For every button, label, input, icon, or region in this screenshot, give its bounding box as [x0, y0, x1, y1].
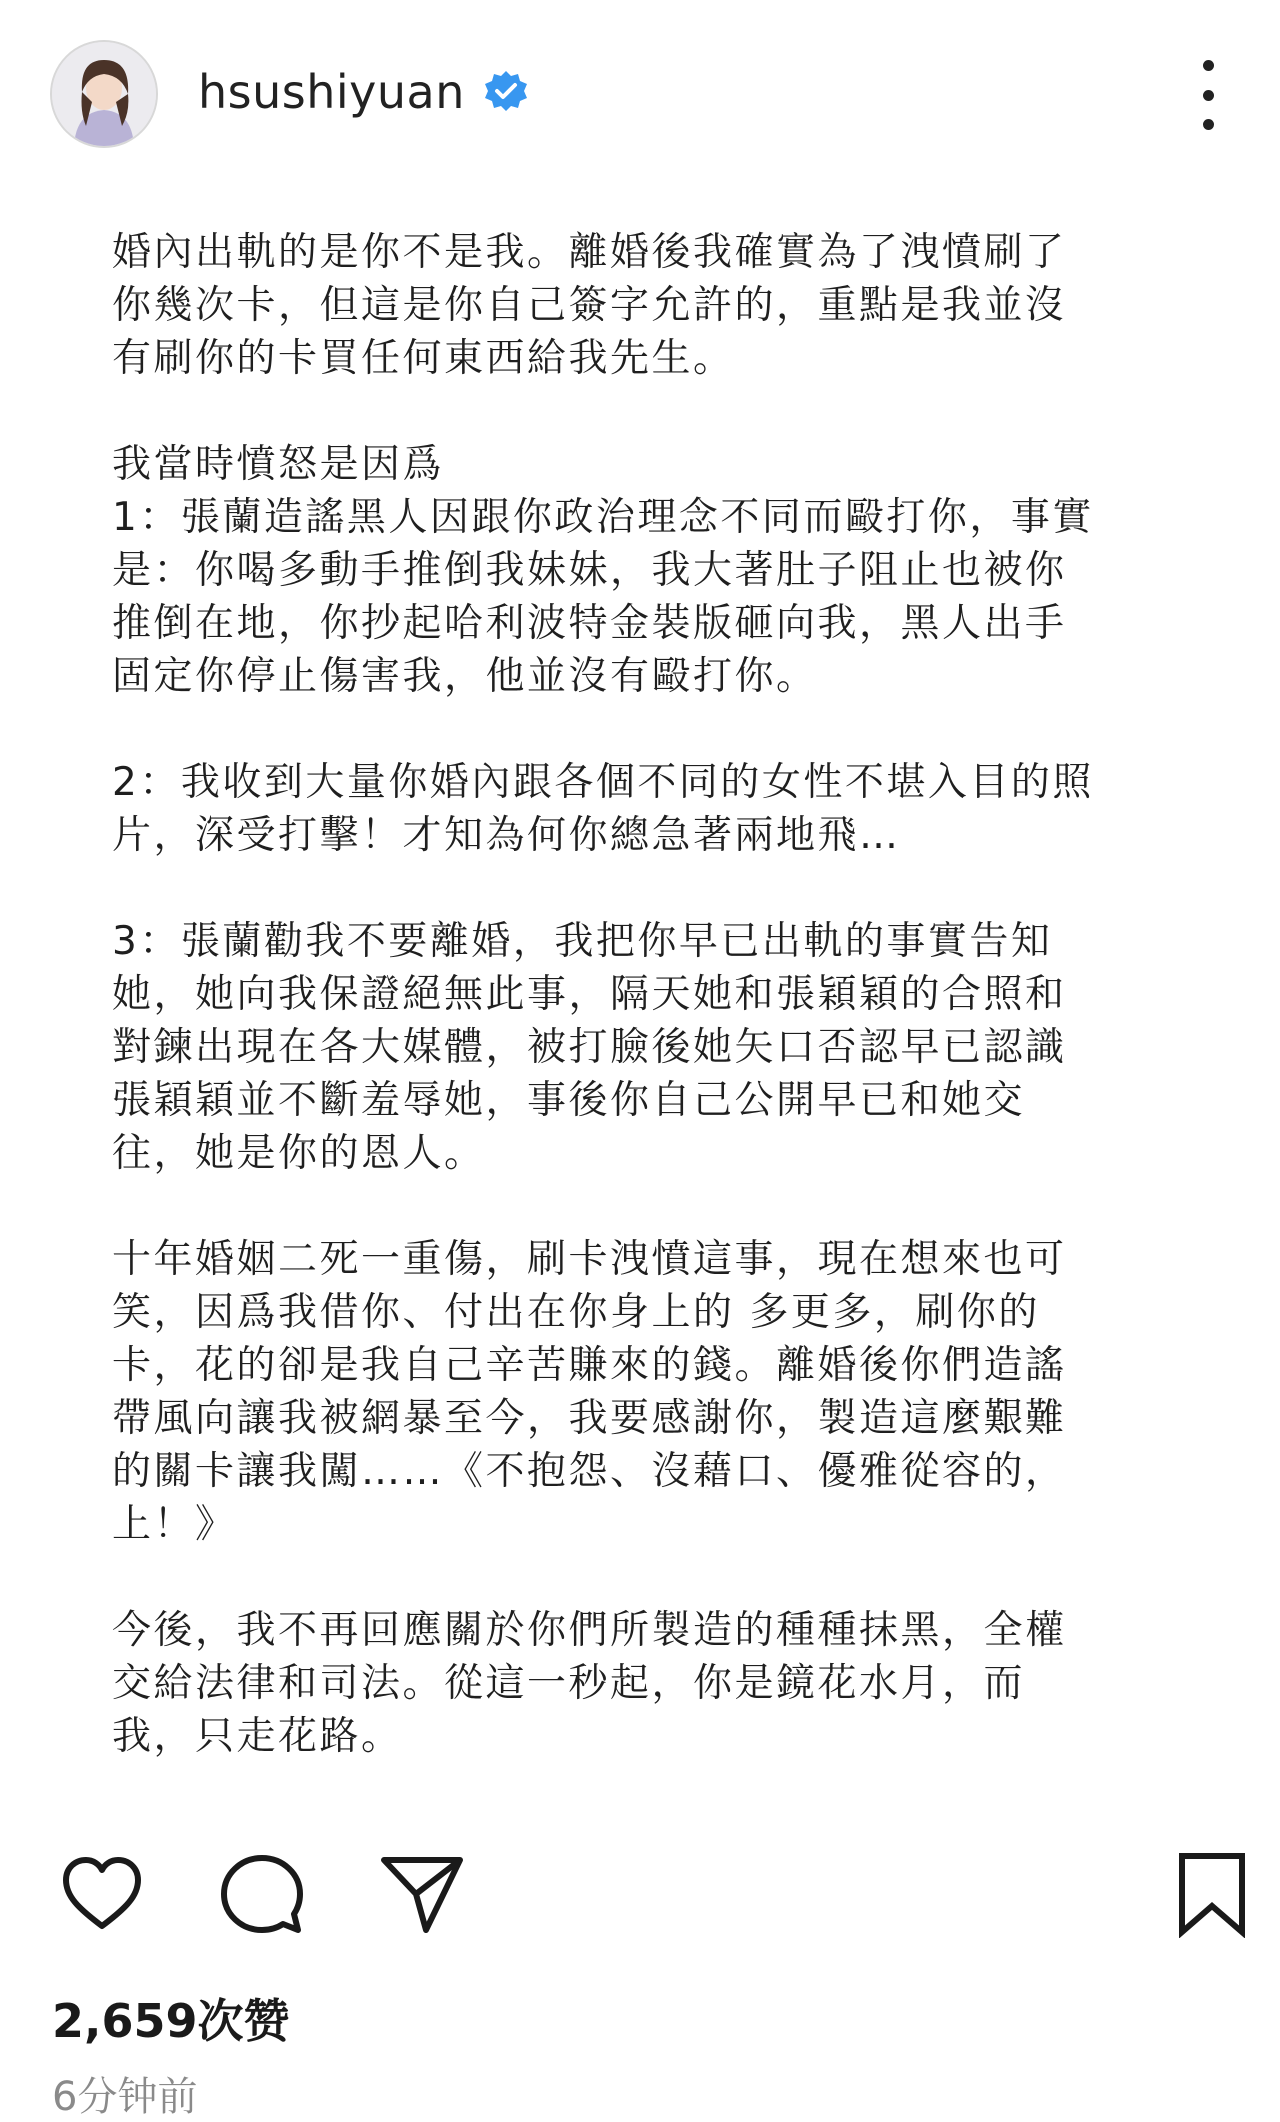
- verified-badge-icon: [483, 69, 529, 115]
- more-dot: [1203, 90, 1214, 101]
- bookmark-icon[interactable]: [1168, 1850, 1256, 1938]
- avatar[interactable]: [50, 40, 158, 148]
- like-count[interactable]: 2,659次赞: [52, 1994, 290, 2048]
- send-icon[interactable]: [378, 1850, 466, 1938]
- caption-paragraph: 2：我收到大量你婚內跟各個不同的女性不堪入目的照 片，深受打擊！才知為何你總急著兩地飛…: [112, 760, 1094, 858]
- caption-paragraph: 我當時憤怒是因爲 1：張蘭造謠黑人因跟你政治理念不同而毆打你，事實 是：你喝多動手推倒我妹妹，我大著肚子阻止也被你 推倒在地，你抄起哈利波特金裝版砸向我，黑人出手 固定你停止傷害我，他並沒有毆打你。: [112, 442, 1094, 699]
- caption-paragraph: 今後，我不再回應關於你們所製造的種種抹黑，全權 交給法律和司法。從這一秒起，你是鏡花水月，而 我，只走花路。: [112, 1608, 1067, 1759]
- heart-icon[interactable]: [58, 1850, 146, 1938]
- post-caption: [112, 226, 1192, 1763]
- username-row: [198, 62, 529, 122]
- post-timestamp: 6分钟前: [52, 2074, 198, 2120]
- comment-icon[interactable]: [218, 1850, 306, 1938]
- caption-paragraph: 婚內出軌的是你不是我。離婚後我確實為了洩憤刷了 你幾次卡，但這是你自己簽字允許的，重點是我並沒 有刷你的卡買任何東西給我先生。: [112, 230, 1067, 381]
- more-options-icon[interactable]: [1188, 60, 1228, 130]
- username[interactable]: hsushiyuan: [198, 65, 465, 119]
- post-header: [0, 0, 1280, 185]
- action-bar: [0, 1850, 1280, 1940]
- more-dot: [1203, 60, 1214, 71]
- more-dot: [1203, 119, 1214, 130]
- caption-paragraph: 3：張蘭勸我不要離婚，我把你早已出軌的事實告知 她，她向我保證絕無此事，隔天她和張穎穎的合照和 對鍊出現在各大媒體，被打臉後她矢口否認早已認識 張穎穎並不斷羞辱她，事後你自己公開早已和她交 往，她是你的恩人。: [112, 919, 1067, 1176]
- caption-paragraph: 十年婚姻二死一重傷，刷卡洩憤這事，現在想來也可 笑，因爲我借你、付出在你身上的 多更多，刷你的 卡，花的卻是我自己辛苦賺來的錢。離婚後你們造謠 帶風向讓我被網暴至今，我要感謝你，製造這麼艱難 的關卡讓我闖……《不抱怨、沒藉口、優雅從容的， 上！》: [112, 1237, 1067, 1547]
